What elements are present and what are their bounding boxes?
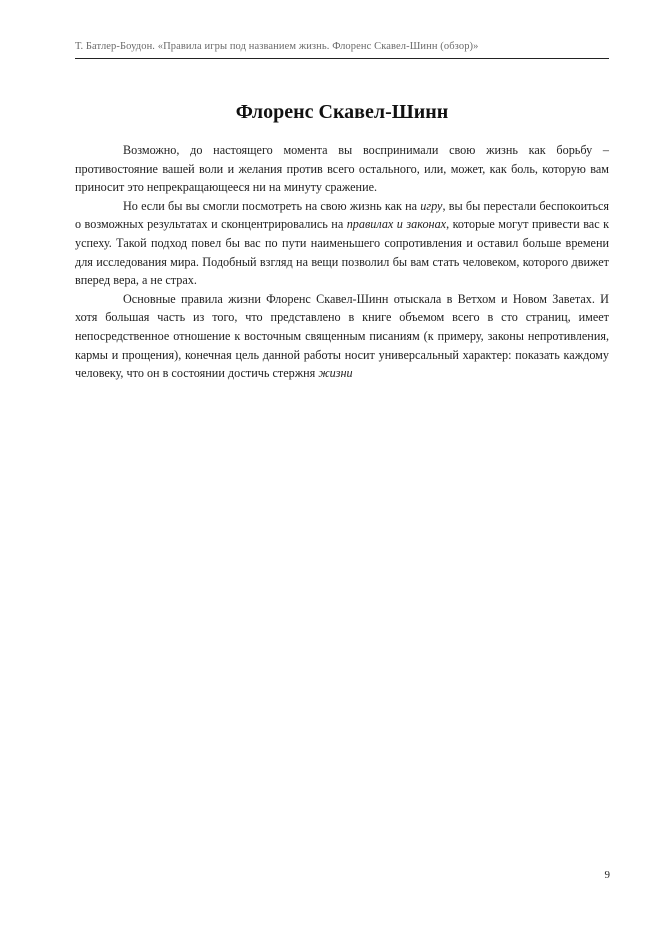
body-text — [75, 141, 609, 383]
paragraph — [75, 197, 609, 290]
running-header: Т. Батлер-Боудон. «Правила игры под названием жизнь. Флоренс Скавел-Шинн (обзор)» — [75, 41, 479, 52]
paragraph-text: , которые могут привести вас к успеху. Такой подход повел бы вас по пути наименьшего сопротивления и оставил больше времени для исследования мира. Подобный взгляд на вещи позволил бы вам стать человеком, которого движет вперед вера, а не страх. — [75, 217, 609, 288]
paragraph-text: Но если бы вы смогли посмотреть на свою жизнь как на — [123, 198, 421, 213]
paragraph-text: Возможно, до настоящего момента вы воспринимали свою жизнь как борьбу – противостояние вашей воли и желания против всего остального, или, может, как боль, которую вам приносит это непрекращающееся ни на минуту сражение. — [75, 143, 609, 195]
page-number: 9 — [604, 869, 610, 881]
paragraph — [75, 141, 609, 197]
italic-text: правилах и законах — [346, 217, 447, 232]
italic-text: игру — [420, 198, 443, 213]
chapter-title: Флоренс Скавел-Шинн — [235, 101, 449, 123]
italic-text: жизни — [318, 366, 353, 381]
paragraph-text: , вы бы перестали беспокоиться о возможных результатах и сконцентрировались на — [75, 198, 609, 232]
paragraph — [75, 290, 609, 383]
header-rule — [75, 58, 609, 59]
paragraph-text: Основные правила жизни Флоренс Скавел-Шинн отыскала в Ветхом и Новом Заветах. И хотя большая часть из того, что представлено в книге объемом всего в сто страниц, имеет непосредственное отношение к восточным священным писаниям (к примеру, законы непротивления, кармы и прощения), конечная цель данной работы носит универсальный характер: показать каждому человеку, что он в состоянии достичь стержня — [75, 291, 609, 381]
